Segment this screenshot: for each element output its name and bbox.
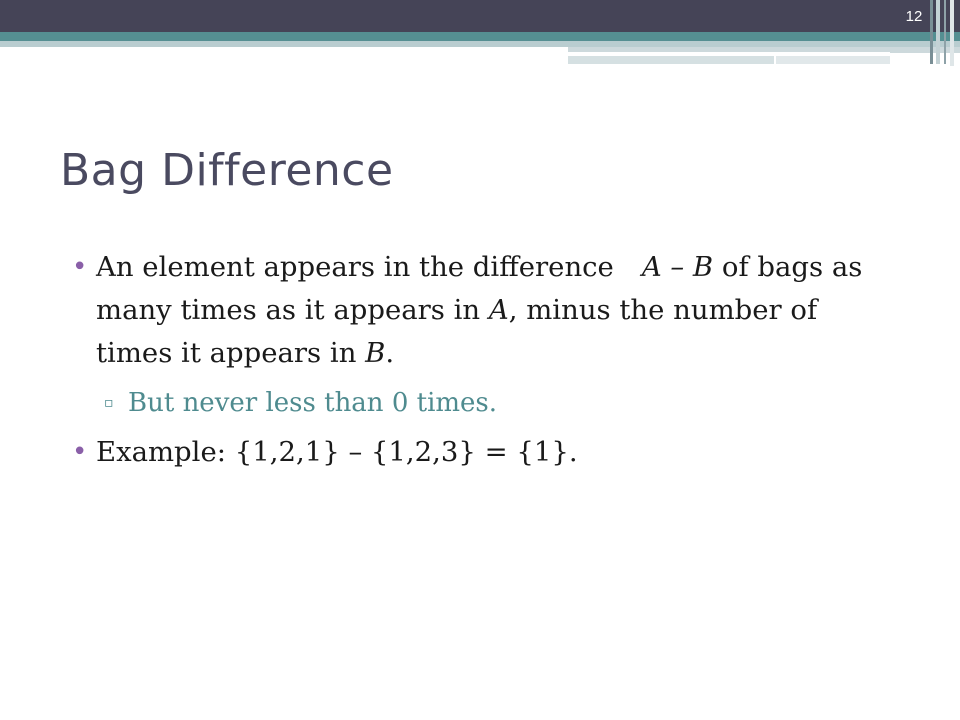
vertical-rule bbox=[944, 0, 946, 64]
bullet-text: . bbox=[385, 337, 395, 369]
header-band-dark bbox=[0, 0, 960, 32]
header-rule bbox=[568, 52, 890, 55]
bullet-item bbox=[72, 431, 902, 474]
vertical-rule bbox=[936, 0, 940, 64]
square-bullet-icon: ▫ bbox=[104, 395, 114, 411]
vertical-rule bbox=[950, 0, 954, 66]
math-variable: B bbox=[365, 337, 386, 369]
slide-number: 12 bbox=[905, 8, 923, 25]
sub-bullet-text: But never less than 0 times. bbox=[128, 388, 498, 418]
slide-title: Bag Difference bbox=[60, 145, 394, 196]
math-variable: A bbox=[488, 294, 509, 326]
sub-bullet-item bbox=[104, 383, 902, 423]
bullet-dot-icon: • bbox=[72, 437, 88, 467]
slide-body bbox=[72, 246, 902, 474]
bullet-item bbox=[72, 246, 902, 375]
bullet-text: of bags as many times as it appears in bbox=[96, 251, 863, 326]
bullet-text: , minus the number of times it appears in bbox=[96, 294, 818, 369]
header-band-accent-lower bbox=[568, 56, 774, 64]
bullet-text: Example: {1,2,1} – {1,2,3} = {1}. bbox=[96, 436, 578, 468]
bullet-text: An element appears in the difference bbox=[96, 251, 614, 283]
bullet-dot-icon: • bbox=[72, 252, 88, 282]
header-band-accent-lower-right bbox=[776, 56, 890, 64]
math-expression: A – B bbox=[641, 251, 714, 283]
header-band-teal bbox=[0, 32, 960, 41]
